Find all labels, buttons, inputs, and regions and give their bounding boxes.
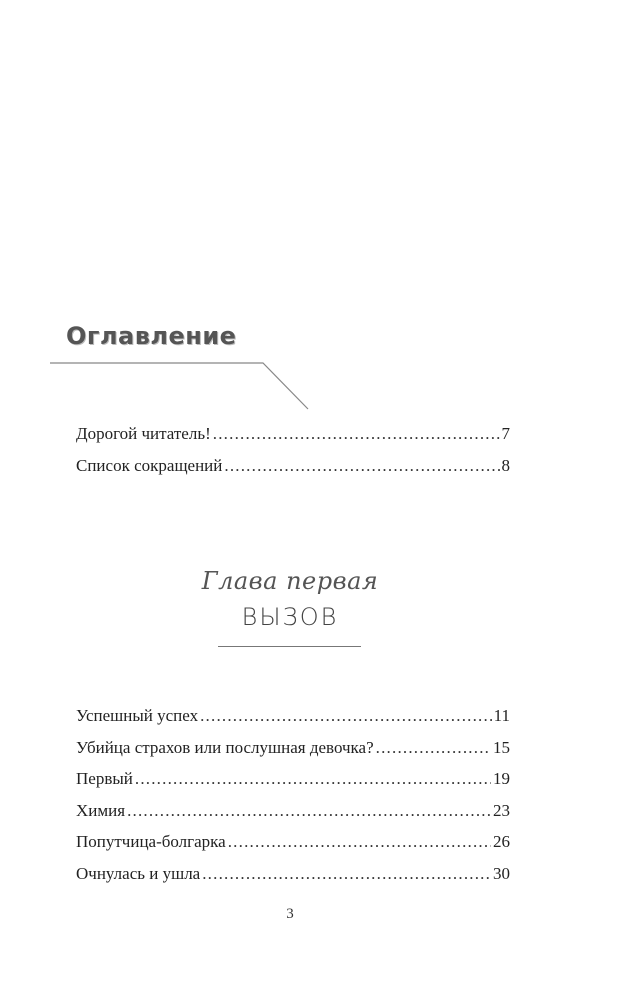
toc-entry[interactable] <box>76 738 510 770</box>
toc-entry-page: 7 <box>501 424 510 443</box>
chapter-title-rule <box>218 646 361 647</box>
toc-entry-abbreviations[interactable] <box>76 456 510 488</box>
toc-entry-dear-reader[interactable] <box>76 424 510 456</box>
page-number: 3 <box>286 906 294 922</box>
toc-entry-title: Первый <box>76 769 133 788</box>
toc-entry-title: Убийца страхов или послушная девочка? <box>76 737 374 757</box>
toc-entry-page: 8 <box>501 455 510 475</box>
toc-entry-title: Список сокращений <box>76 455 223 475</box>
dot-leader <box>213 424 500 444</box>
toc-entry[interactable] <box>76 769 510 801</box>
dot-leader <box>376 738 491 758</box>
toc-entry[interactable] <box>76 864 510 896</box>
toc-chapter-list <box>76 706 510 895</box>
toc-entry-page: 19 <box>493 769 510 788</box>
toc-entry-title: Очнулась и ушла <box>76 863 201 883</box>
toc-entry-page: 26 <box>493 832 510 851</box>
dot-leader <box>228 832 491 852</box>
dot-leader <box>224 456 499 476</box>
chapter-label: Глава первая <box>201 567 379 595</box>
toc-entry[interactable] <box>76 832 510 864</box>
chapter-title: ВЫЗОВ <box>241 603 339 631</box>
toc-entry-title: Успешный успех <box>76 706 199 725</box>
toc-entry-title: Дорогой читатель! <box>76 424 211 443</box>
dot-leader <box>202 864 491 884</box>
toc-entry[interactable] <box>76 706 510 738</box>
toc-heading-underline <box>50 360 312 412</box>
toc-entry-page: 11 <box>493 706 510 725</box>
dot-leader <box>135 769 491 789</box>
toc-entry[interactable] <box>76 801 510 833</box>
toc-front-list <box>76 424 510 487</box>
toc-entry-page: 23 <box>493 800 510 820</box>
toc-heading: Оглавление <box>66 322 237 350</box>
toc-entry-title: Попутчица-болгарка <box>76 832 226 851</box>
dot-leader <box>127 801 491 821</box>
toc-entry-page: 15 <box>493 737 510 757</box>
chapter-heading <box>150 563 430 635</box>
toc-entry-page: 30 <box>493 863 510 883</box>
dot-leader <box>200 706 492 726</box>
toc-entry-title: Химия <box>76 800 126 820</box>
